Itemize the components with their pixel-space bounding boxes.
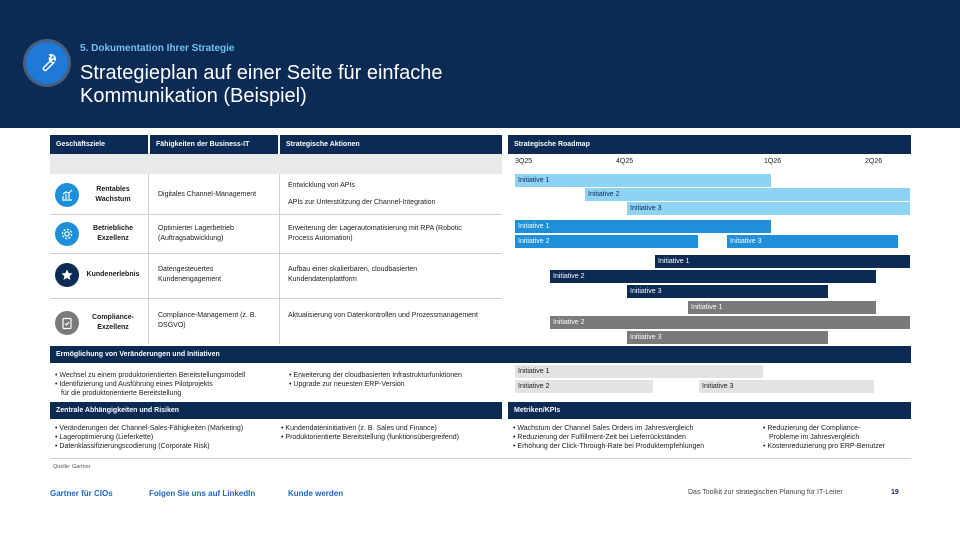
col-header-goals: Geschäftsziele [50,135,148,154]
col-header-roadmap: Strategische Roadmap [508,135,911,154]
goal-label: Kundenerlebnis [86,271,140,278]
enablement-item: • Wechsel zu einem produktorientierten Bereitstellungsmodell [55,372,246,379]
enablement-item: • Erweiterung der cloudbasierten Infrastrukturfunktionen [289,372,462,379]
action-text: Aktualisierung von Datenkontrollen und Prozessmanagement [288,312,478,319]
roadmap-bar: Initiative 1 [515,365,763,378]
gear-icon [55,222,79,246]
divider [148,174,149,344]
action-text: Erweiterung der Lagerautomatisierung mit RPA (Robotic Process Automation) [288,225,462,242]
goal-customer-experience [50,255,147,295]
table-bottom-rule [50,458,911,459]
metric-item: • Kostenreduzierung pro ERP-Benutzer [763,443,885,450]
star-icon [55,263,79,287]
enablement-item: • Identifizierung und Ausführung eines Pilotprojekts [55,381,213,388]
dependency-item: • Veränderungen der Channel-Sales-Fähigkeiten (Marketing) [55,425,244,432]
metric-item: • Wachstum der Channel Sales Orders im Jahresvergleich [513,425,694,432]
goal-label: Rentables Wachstum [95,186,131,203]
goal-compliance-excellence [50,302,147,344]
metric-item: Probleme im Jahresvergleich [769,434,860,441]
action-text: Entwicklung von APIs [288,182,355,189]
roadmap-bar: Initiative 3 [627,285,828,298]
roadmap-bar: Initiative 1 [688,301,876,314]
metric-item: • Erhöhung der Click-Through-Rate bei Produktempfehlungen [513,443,705,450]
col-header-capabilities: Fähigkeiten der Business-IT [150,135,278,154]
roadmap-bar: Initiative 1 [655,255,910,268]
roadmap-bar: Initiative 3 [727,235,898,248]
timeline-tick: 1Q26 [764,158,782,165]
enablement-item: • Upgrade zur neuesten ERP-Version [289,381,405,388]
footer-link-linkedin[interactable]: Folgen Sie uns auf LinkedIn [149,489,256,498]
row-divider [50,214,502,215]
growth-chart-icon [55,183,79,207]
roadmap-bar: Initiative 3 [699,380,874,393]
roadmap-bar: Initiative 2 [550,270,876,283]
capability-text: Digitales Channel-Management [158,191,257,198]
goal-profitable-growth [50,176,147,214]
timeline-tick: 2Q26 [865,158,883,165]
roadmap-bar: Initiative 2 [515,235,698,248]
footer-doc-title: Das Toolkit zur strategischen Planung für IT-Leiter [688,489,843,496]
wrench-icon [26,42,68,84]
page-title: Strategieplan auf einer Seite für einfache Kommunikation (Beispiel) [80,62,443,107]
footer-link-gartner-cios[interactable]: Gartner für CIOs [50,489,113,498]
page-number: 19 [891,489,899,496]
action-text: Aufbau einer skalierbaren, cloudbasierten Kundendatenplattform [288,266,418,283]
roadmap-bar: Initiative 3 [627,202,910,215]
capability-text: Datengesteuertes Kundenengagement [158,266,222,283]
source-note: Quelle: Gartner [53,464,91,470]
metric-item: • Reduzierung der Compliance- [763,425,861,432]
timeline-tick: 3Q25 [515,158,533,165]
metric-item: • Reduzierung der Fulfillment-Zeit bei Lieferrückständen [513,434,686,441]
dependency-item: • Produktorientierte Bereitstellung (funktionsübergreifend) [281,434,459,441]
enablement-header: Ermöglichung von Veränderungen und Initiativen [50,346,911,363]
timeline-tick: 4Q25 [616,158,634,165]
roadmap-bar: Initiative 3 [627,331,828,344]
goal-operational-excellence [50,216,147,252]
footer-link-become-client[interactable]: Kunde werden [288,489,344,498]
header-banner [0,0,960,128]
dependency-item: • Datenklassifizierungscodierung (Corporate Risk) [55,443,210,450]
action-text: APIs zur Unterstützung der Channel-Integration [288,199,436,206]
col-header-actions: Strategische Aktionen [280,135,502,154]
clipboard-check-icon [55,311,79,335]
roadmap-bar: Initiative 2 [550,316,910,329]
goal-label: Betriebliche Exzellenz [92,225,134,242]
roadmap-bar: Initiative 1 [515,220,771,233]
row-divider [50,298,502,299]
dependency-item: • Lageroptimierung (Lieferkette) [55,434,154,441]
goal-label: Compliance-Exzellenz [91,314,134,331]
header-spacer-row [50,154,502,174]
capability-text: Compliance-Management (z. B. DSGVO) [158,312,257,329]
roadmap-bar: Initiative 1 [515,174,771,187]
row-divider [50,253,502,254]
capability-text: Optimierter Lagerbetrieb (Auftragsabwicklung) [158,225,234,242]
section-kicker: 5. Dokumentation Ihrer Strategie [80,43,235,54]
dependency-item: • Kundendateninitiativen (z. B. Sales und Finance) [281,425,437,432]
metrics-header: Metriken/KPIs [508,402,911,419]
dependencies-header: Zentrale Abhängigkeiten und Risiken [50,402,502,419]
roadmap-bar: Initiative 2 [585,188,910,201]
roadmap-bar: Initiative 2 [515,380,653,393]
enablement-item: für die produktorientierte Bereitstellung [61,390,182,397]
